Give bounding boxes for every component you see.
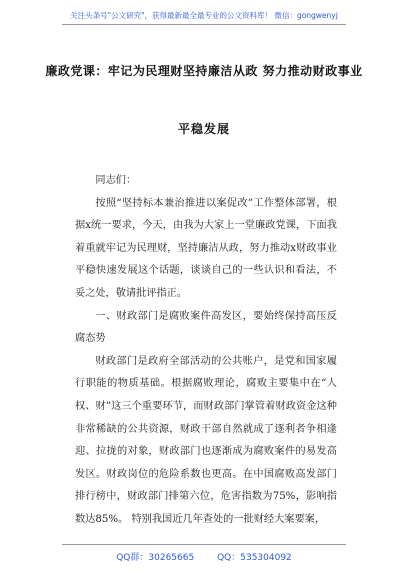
- footer: [0, 550, 408, 563]
- footer-divider: [62, 544, 346, 545]
- section-heading: 一、财政部门是腐败案件高发区，要始终保持高压反腐态势: [75, 310, 337, 345]
- paragraph: 财政部门是政府全部活动的公共账户，是党和国家履行职能的物质基础。根据腐败理论，腐败主要集中在“人权、财”这三个重要环节，而财政部门掌管着财政资金这种非常稀缺的公共资源，财政干部自然就成了逐利者争相逢迎、拉拢的对象，财政部门也逐渐成为腐败案件的易发高发区。财政岗位的危险系数也更高。在中国腐败高发部门排行榜中，财政部门排第六位，危害指数为75%，影响指数达85%。 特别我国近几年查处的一批财经大案要案，: [75, 355, 337, 525]
- header-note: 关注头条号"公文研究"，获得最新最全最专业的公文资料库！ 微信：gongwenyj: [70, 11, 338, 20]
- footer-qq: QQ：535304092: [217, 553, 292, 563]
- footer-qq-group: QQ群：30265665: [116, 553, 195, 563]
- salutation: 同志们：: [95, 175, 137, 186]
- header-divider: [62, 24, 346, 25]
- document-body: [75, 170, 337, 532]
- paragraph: 按照“坚持标本兼治推进以案促改”工作整体部署，根据x统一要求，今天，由我为大家上一堂廉政党课，下面我着重就牢记为民理财，坚持廉洁从政，努力推动x财政事业平稳快速发展这个话题，谈谈自己的一些认识和看法，不妥之处，敬请批评指正。: [75, 197, 337, 299]
- document-title-line-1: 廉政党课：牢记为民理财坚持廉洁从政 努力推动财政事业: [45, 64, 363, 78]
- document-title-line-2: 平稳发展: [177, 122, 230, 136]
